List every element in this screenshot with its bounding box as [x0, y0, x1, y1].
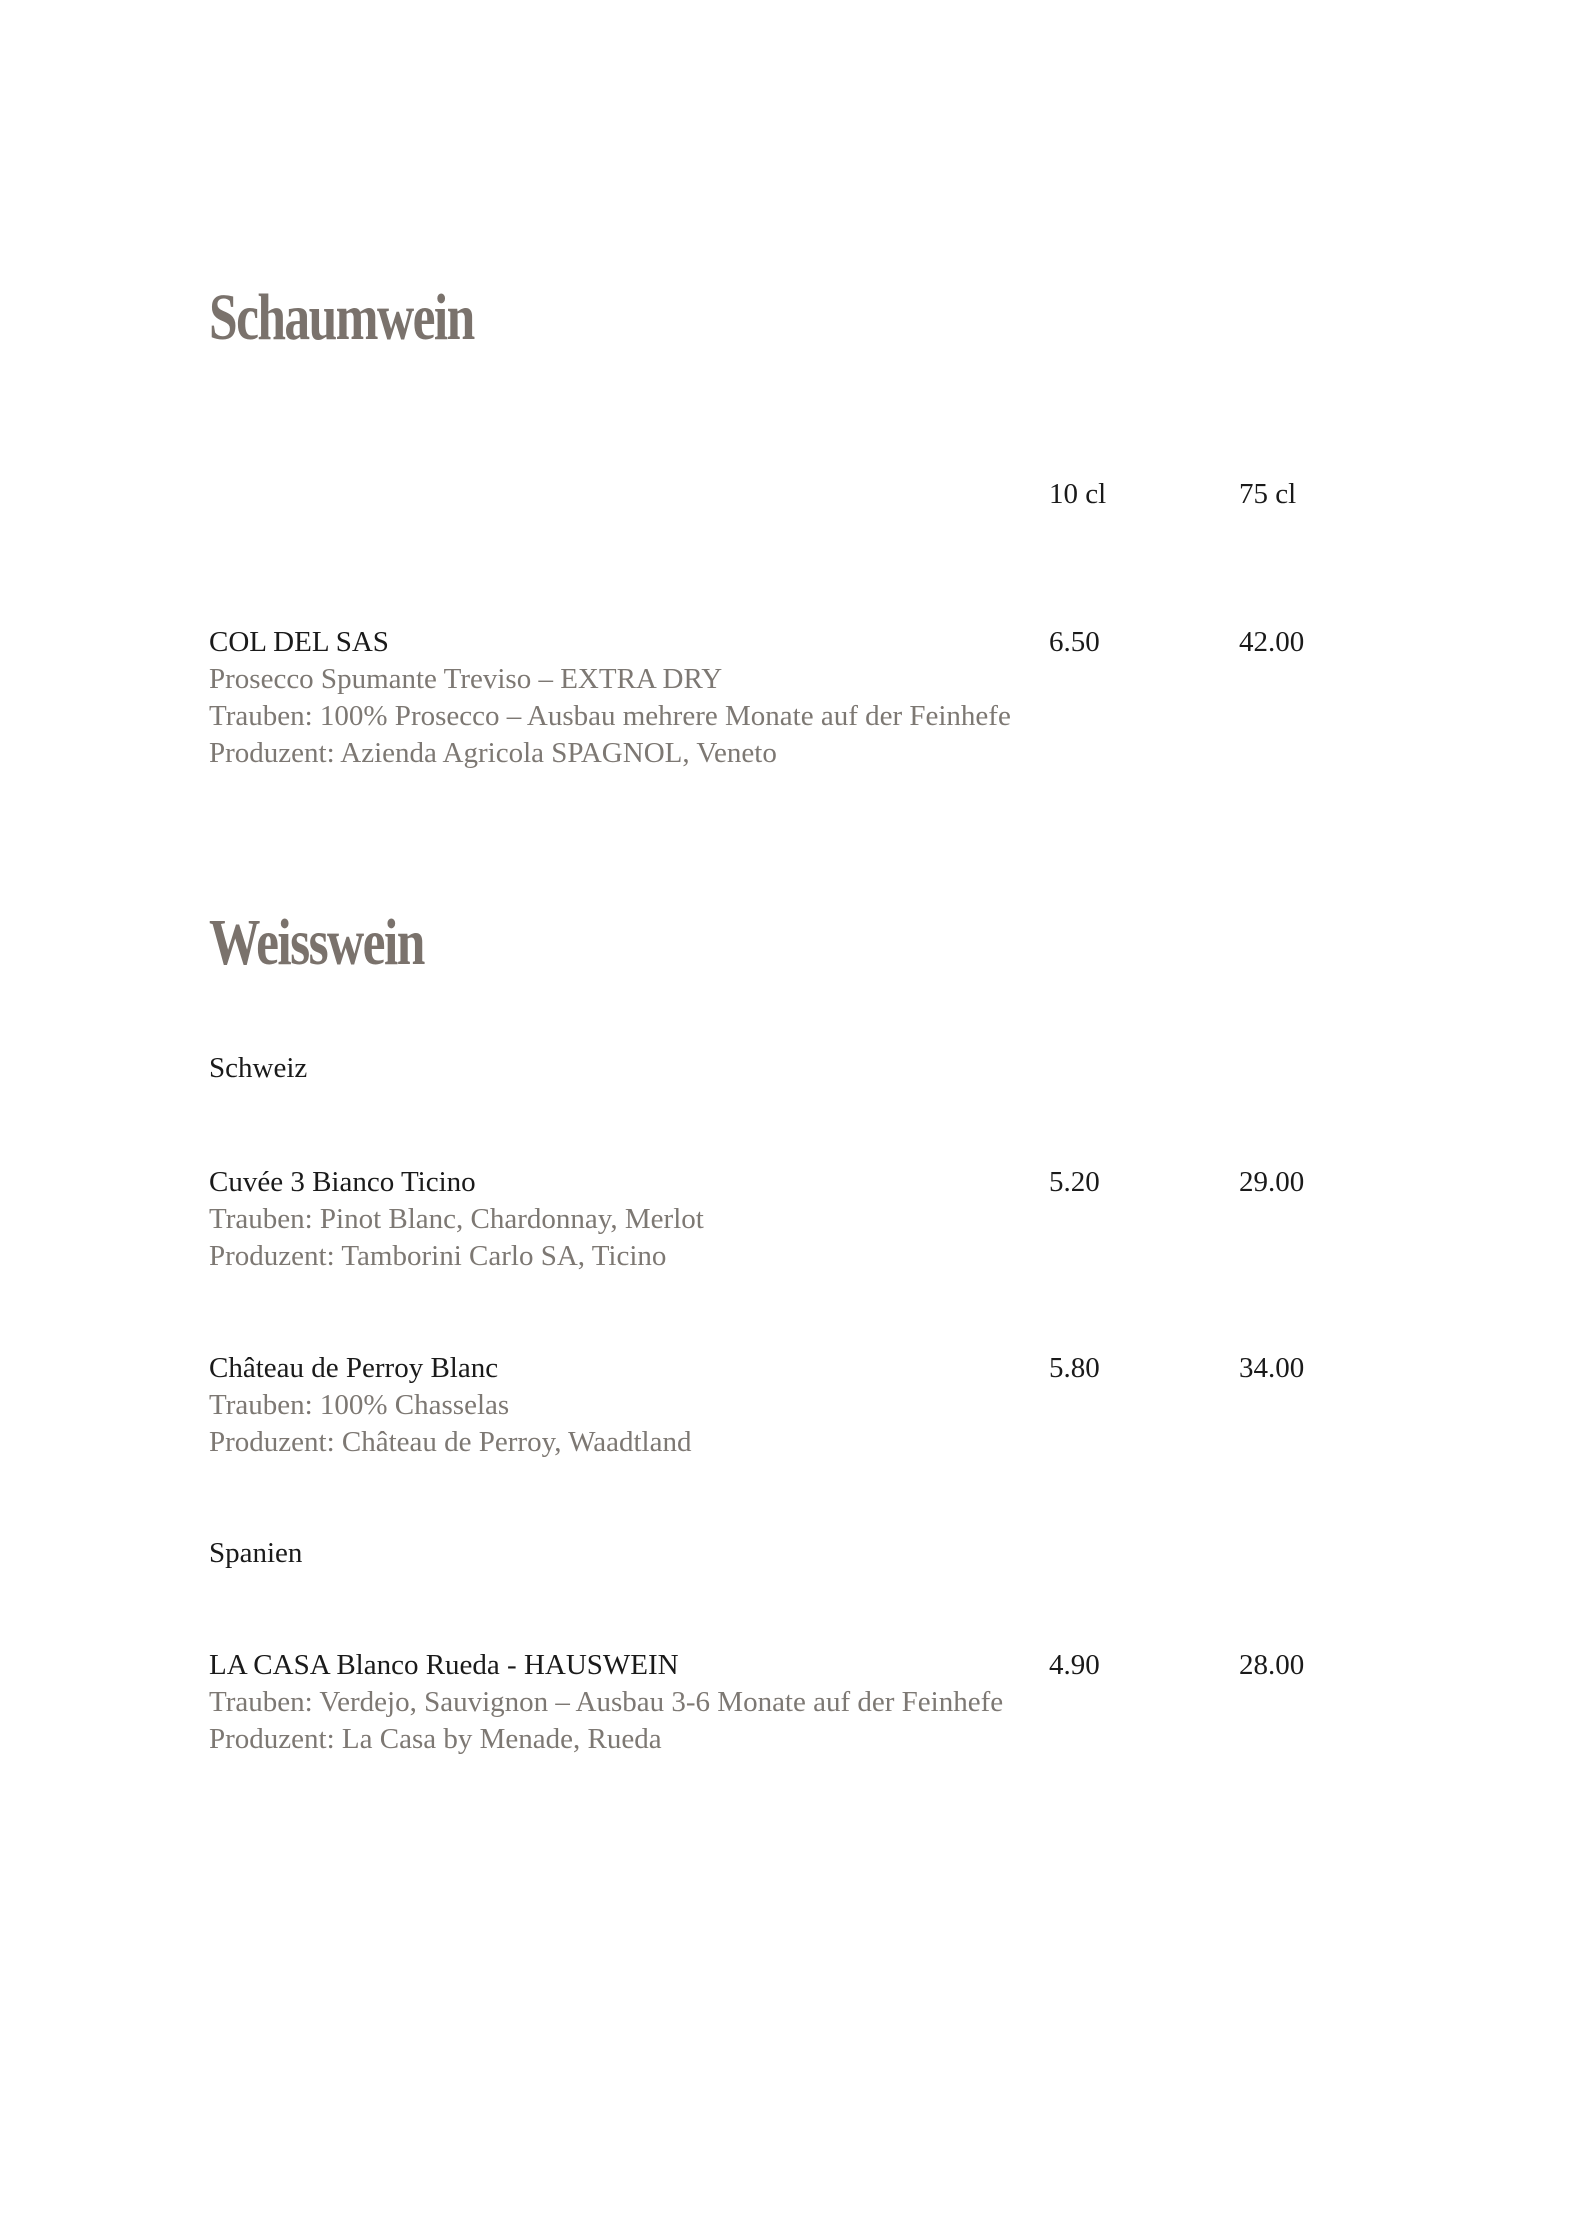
wine-detail: Prosecco Spumante Treviso – EXTRA DRY	[209, 663, 723, 695]
section-title-weisswein: Weisswein	[209, 906, 424, 979]
wine-detail: Trauben: 100% Chasselas	[209, 1389, 510, 1421]
wine-name: LA CASA Blanco Rueda - HAUSWEIN	[209, 1649, 679, 1681]
price-75cl: 29.00	[1239, 1166, 1305, 1198]
wine-detail: Produzent: La Casa by Menade, Rueda	[209, 1723, 662, 1755]
wine-detail: Produzent: Château de Perroy, Waadtland	[209, 1426, 692, 1458]
wine-detail: Trauben: 100% Prosecco – Ausbau mehrere Monate auf der Feinhefe	[209, 700, 1011, 732]
wine-name: Château de Perroy Blanc	[209, 1352, 499, 1384]
wine-item-la-casa-blanco	[209, 1647, 1409, 1758]
wine-item-cuvee-3-bianco	[209, 1164, 1409, 1275]
price-75cl: 28.00	[1239, 1649, 1305, 1681]
country-heading-spanien: Spanien	[209, 1537, 303, 1569]
wine-detail: Produzent: Tamborini Carlo SA, Ticino	[209, 1240, 667, 1272]
wine-item-chateau-de-perroy	[209, 1350, 1409, 1461]
country-heading-schweiz: Schweiz	[209, 1052, 308, 1084]
price-10cl: 5.20	[1049, 1166, 1100, 1198]
column-header-75cl: 75 cl	[1239, 478, 1297, 510]
price-10cl: 4.90	[1049, 1649, 1100, 1681]
wine-detail: Trauben: Verdejo, Sauvignon – Ausbau 3-6 Monate auf der Feinhefe	[209, 1686, 1004, 1718]
price-10cl: 5.80	[1049, 1352, 1100, 1384]
wine-item-col-del-sas	[209, 624, 1409, 772]
column-header-10cl: 10 cl	[1049, 478, 1107, 510]
price-10cl: 6.50	[1049, 626, 1100, 658]
wine-name: Cuvée 3 Bianco Ticino	[209, 1166, 476, 1198]
price-75cl: 34.00	[1239, 1352, 1305, 1384]
section-title-schaumwein: Schaumwein	[209, 281, 474, 354]
price-75cl: 42.00	[1239, 626, 1305, 658]
wine-detail: Trauben: Pinot Blanc, Chardonnay, Merlot	[209, 1203, 704, 1235]
wine-detail: Produzent: Azienda Agricola SPAGNOL, Veneto	[209, 737, 777, 769]
wine-name: COL DEL SAS	[209, 626, 389, 658]
